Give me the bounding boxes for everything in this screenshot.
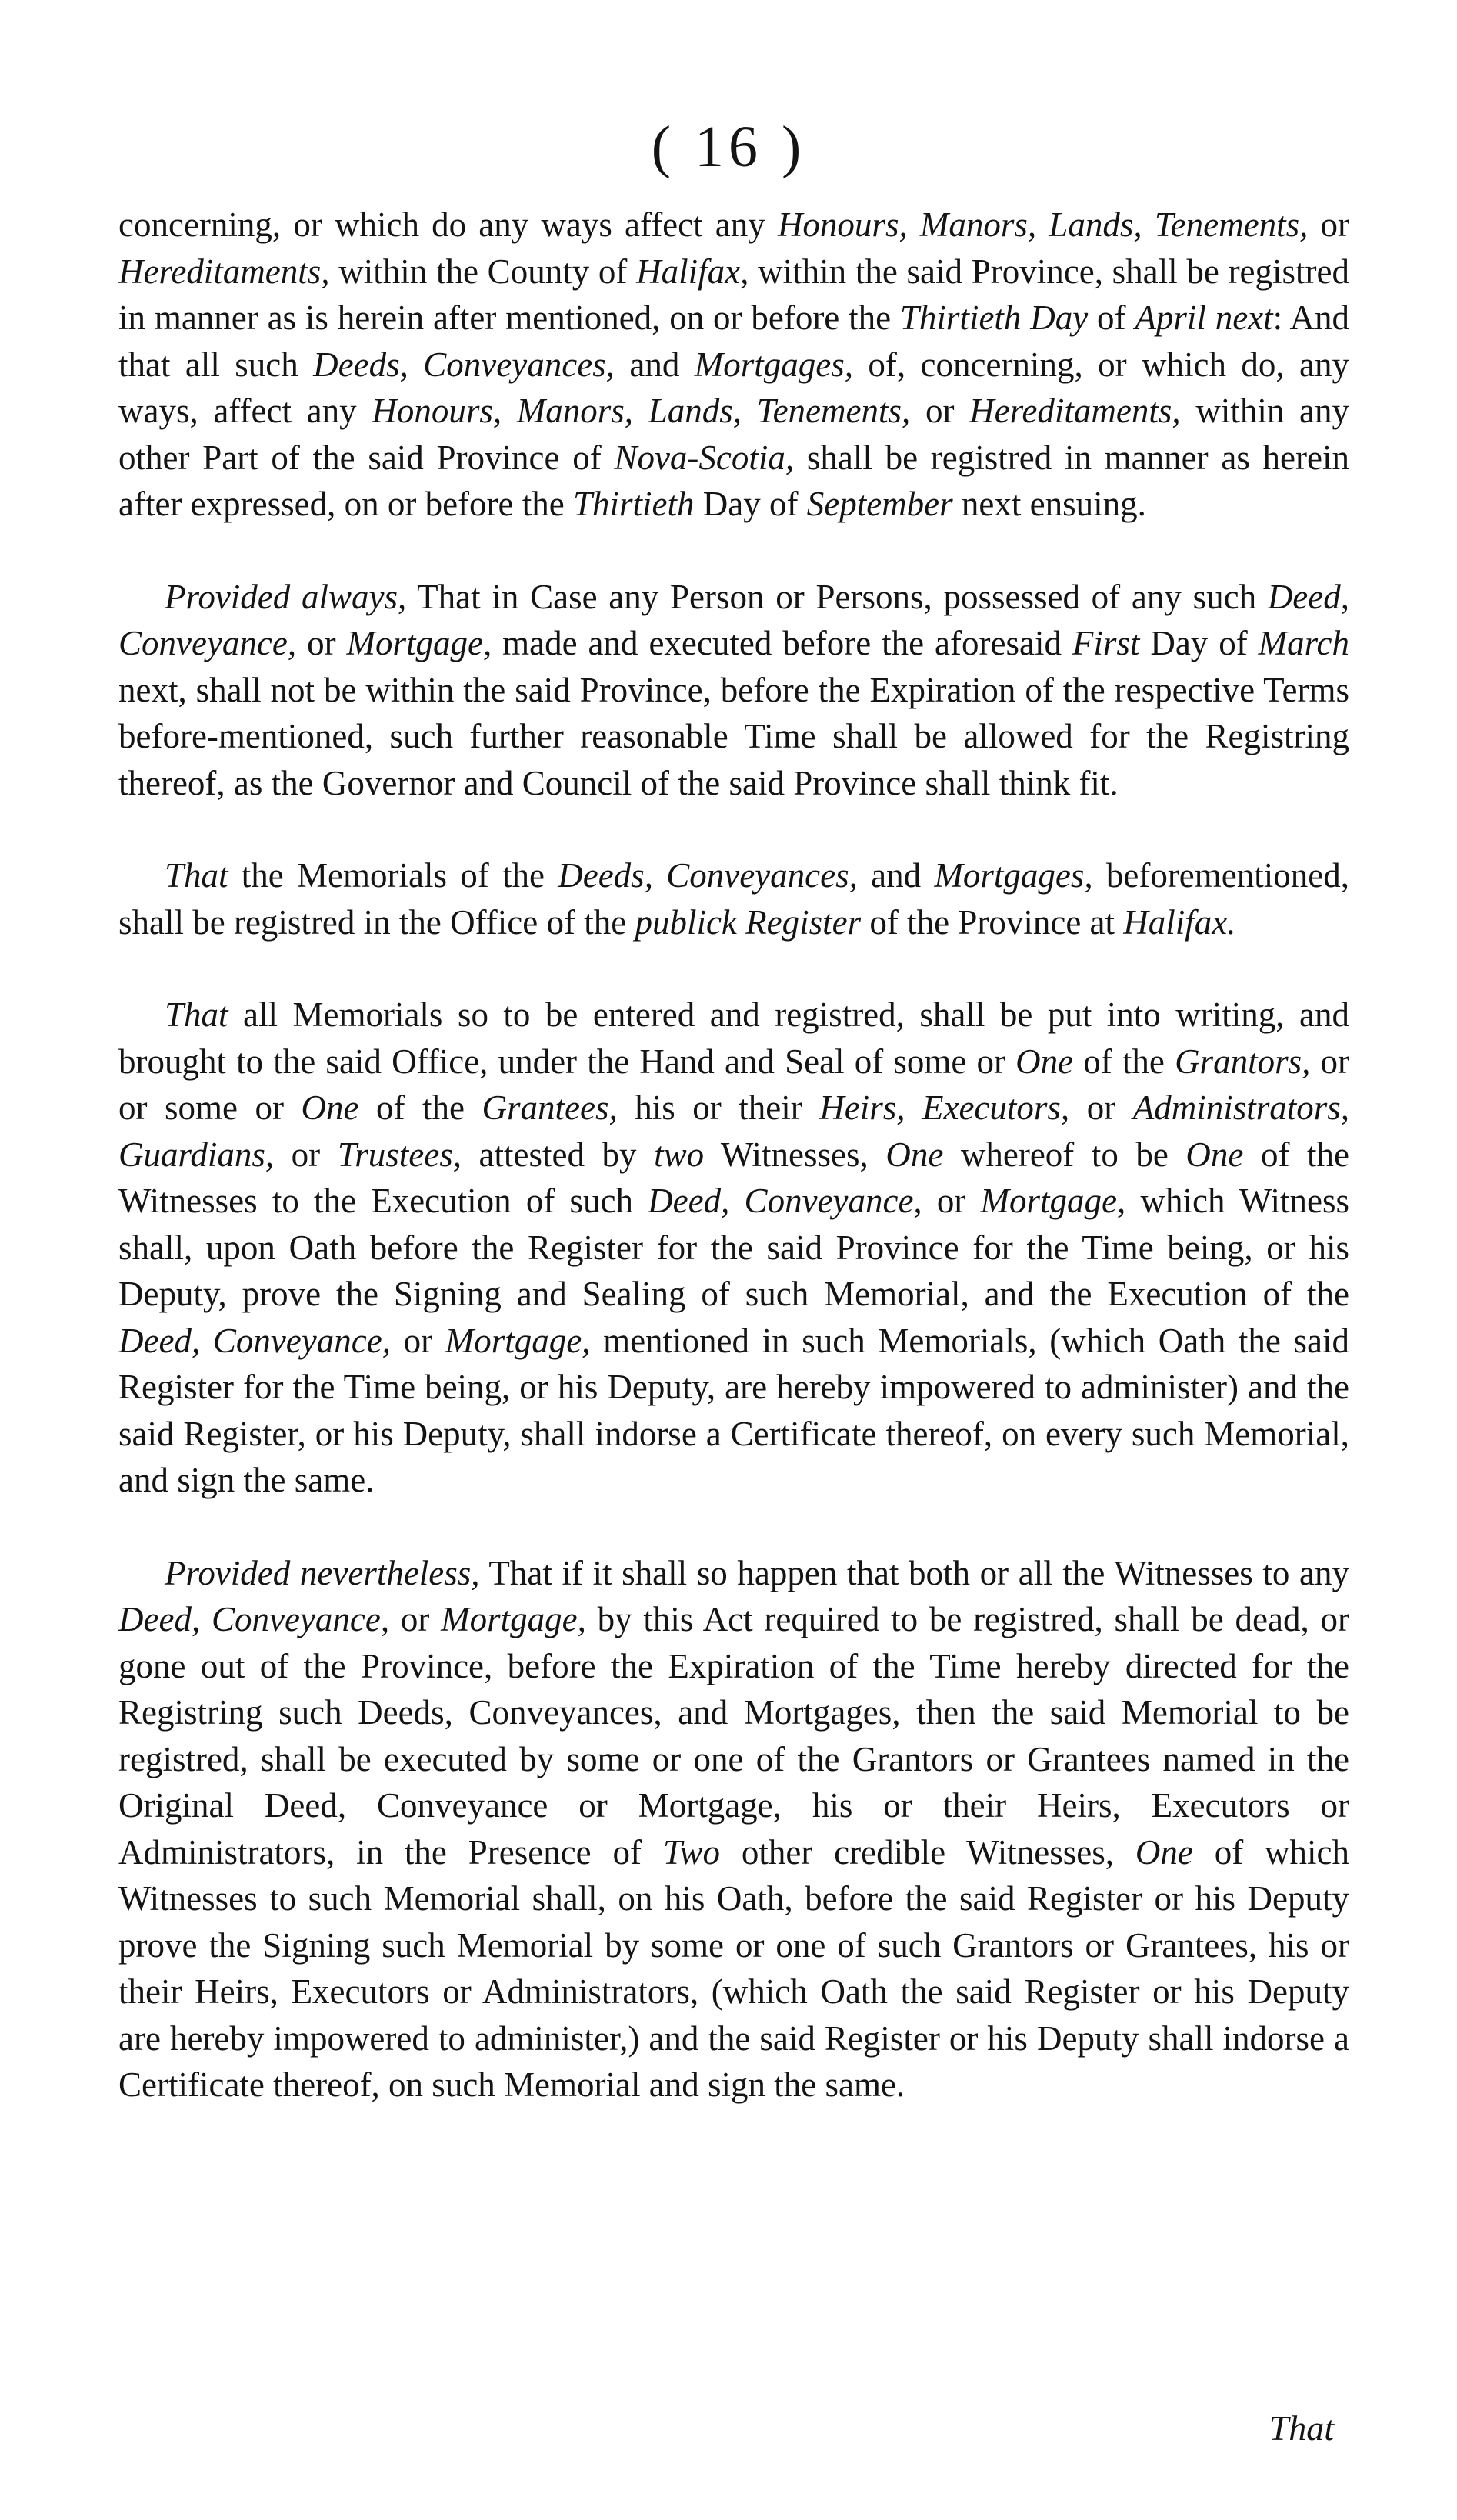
italic-run: One (885, 1135, 944, 1174)
italic-run: Honours, Manors, Lands, Tenements, (777, 205, 1309, 244)
italic-run: Deed, Conveyance, (118, 1321, 391, 1360)
text-run: or (922, 1182, 981, 1220)
text-run: and (614, 345, 695, 384)
text-run: Day of (1139, 624, 1259, 662)
italic-run: Provided nevertheless, (165, 1553, 480, 1592)
italic-run: First (1072, 624, 1140, 662)
text-run: next, shall not be within the said Province, before the Expiration of the respective Terms before-mentioned, such further reasonable Time shall be allowed for the Registring thereof, as the Governor and Council of the said Province shall think fit. (118, 670, 1349, 802)
italic-run: Deeds, Conveyances, (558, 856, 858, 895)
text-run: shall be registred in manner as herein after expressed, on or before the (118, 438, 1349, 523)
italic-run: publick Register (635, 902, 862, 942)
text-run: whereof to be (943, 1135, 1186, 1174)
text-run: of, concerning, or which do, any ways, affect any (118, 345, 1349, 430)
text-run: That in Case any Person or Persons, possessed of any such (406, 577, 1268, 616)
text-run: Witnesses, (704, 1135, 886, 1174)
text-run: of the Province at (861, 902, 1124, 942)
italic-run: One (1015, 1042, 1074, 1081)
text-run: or or some or (118, 1042, 1349, 1127)
text-run: within any other Part of the said Province of (118, 392, 1349, 477)
italic-run: Hereditaments, (969, 392, 1181, 430)
italic-run: Nova-Scotia, (614, 438, 795, 477)
text-run: : And that all such (118, 298, 1349, 384)
text-run: of (1088, 298, 1135, 337)
italic-run: Mortgage, (980, 1182, 1126, 1220)
italic-run: Honours, Manors, Lands, Tenements, (372, 392, 911, 430)
page-number: ( 16 ) (651, 115, 806, 179)
text-run: beforementioned, shall be registred in the Office of the (118, 856, 1349, 942)
text-run: mentioned in such Memorials, (which Oath the said Register for the Time being, or his Deputy, are hereby impowered to administer) and the said Register, or his Deputy, shall indorse a Certificate thereof, on every such Memorial, and sign the same. (118, 1321, 1349, 1499)
text-run: within the County of (329, 252, 637, 291)
italic-run: two (654, 1135, 705, 1174)
text-run: Day of (694, 485, 807, 523)
text-run: next ensuing. (952, 485, 1146, 523)
text-run: of the (1073, 1042, 1175, 1081)
catchword: That (1269, 2408, 1334, 2448)
italic-run: September (806, 485, 953, 523)
italic-run: Two (662, 1832, 721, 1872)
italic-run: That (165, 856, 228, 895)
paragraph (118, 992, 1349, 1504)
italic-run: Mortgage, (441, 1600, 586, 1638)
italic-run: Mortgage, (445, 1321, 591, 1360)
paragraph (118, 574, 1349, 807)
text-run: concerning, or which do any ways affect any (118, 205, 778, 244)
italic-run: Provided always, (165, 577, 407, 616)
italic-run: One (301, 1088, 359, 1127)
body-text (118, 202, 1349, 2155)
text-run: or (1069, 1088, 1133, 1127)
text-run: of the (358, 1088, 482, 1127)
text-run: of the Witnesses to the Execution of such (118, 1135, 1349, 1220)
text-run: all Memorials so to be entered and registred, shall be put into writing, and brought to the said Office, under the Hand and Seal of some or (118, 995, 1349, 1081)
text-run: within the said Province, shall be registred in manner as is herein after mentioned, on or before the (118, 252, 1350, 337)
italic-run: One (1135, 1832, 1193, 1872)
text-run: and (857, 856, 935, 895)
italic-run: Trustees, (337, 1135, 462, 1174)
text-run: or (390, 1321, 445, 1360)
text-run: or (274, 1135, 338, 1174)
italic-run: Deed, Conveyance, (118, 577, 1350, 662)
paragraph (118, 852, 1349, 945)
text-run: made and executed before the aforesaid (492, 624, 1072, 662)
text-run: of which Witnesses to such Memorial shall, on his Oath, before the said Register or his Deputy prove the Signing such Memorial by some or one of such Grantors or Grantees, his or their Heirs, Executors or Administrators, (which Oath the said Register or his Deputy are hereby impowered to administer,) and the said Register or his Deputy shall indorse a Certificate thereof, on such Memorial and sign the same. (118, 1832, 1350, 2104)
text-run: other credible Witnesses, (720, 1832, 1135, 1872)
italic-run: Deed, Conveyance, (118, 1600, 390, 1638)
text-run: his or their (617, 1088, 820, 1127)
italic-run: One (1185, 1135, 1244, 1174)
paragraph (118, 1550, 1349, 2108)
text-run: That if it shall so happen that both or all the Witnesses to any (479, 1553, 1349, 1592)
text-run: or (1308, 205, 1349, 244)
italic-run: Thirtieth Day (899, 298, 1089, 337)
italic-run: That (165, 995, 228, 1034)
italic-run: Grantees, (482, 1088, 618, 1127)
italic-run: Mortgages, (694, 345, 853, 384)
italic-run: April next (1135, 298, 1273, 337)
text-run: attested by (461, 1135, 655, 1174)
italic-run: Hereditaments, (118, 252, 330, 291)
italic-run: Grantors, (1175, 1042, 1311, 1081)
italic-run: Mortgages, (934, 856, 1093, 895)
italic-run: March (1258, 624, 1349, 662)
italic-run: Halifax, (636, 252, 749, 291)
text-run: or (296, 624, 347, 662)
italic-run: Mortgage, (346, 624, 492, 662)
italic-run: Halifax. (1123, 902, 1236, 942)
italic-run: Administrators, Guardians, (118, 1088, 1349, 1174)
text-run: by this Act required to be registred, shall be dead, or gone out of the Province, before the Expiration of the Time hereby directed for the Registring such Deeds, Conveyances, and Mortgages, then the said Memorial to be registred, shall be executed by some or one of the Grantors or Grantees named in the Original Deed, Conveyance or Mortgage, his or their Heirs, Executors or Administrators, in the Presence of (118, 1600, 1349, 1872)
text-run: or (389, 1600, 442, 1638)
italic-run: Deed, Conveyance, (648, 1182, 922, 1220)
text-run: the Memorials of the (228, 856, 558, 895)
text-run: or (910, 392, 970, 430)
text-run: which Witness shall, upon Oath before the Register for the said Province for the Time being, or his Deputy, prove the Signing and Sealing of such Memorial, and the Execution of the (118, 1182, 1349, 1313)
italic-run: Deeds, Conveyances, (313, 345, 615, 384)
italic-run: Thirtieth (572, 485, 695, 523)
italic-run: Heirs, Executors, (819, 1088, 1070, 1127)
paragraph (118, 202, 1349, 528)
